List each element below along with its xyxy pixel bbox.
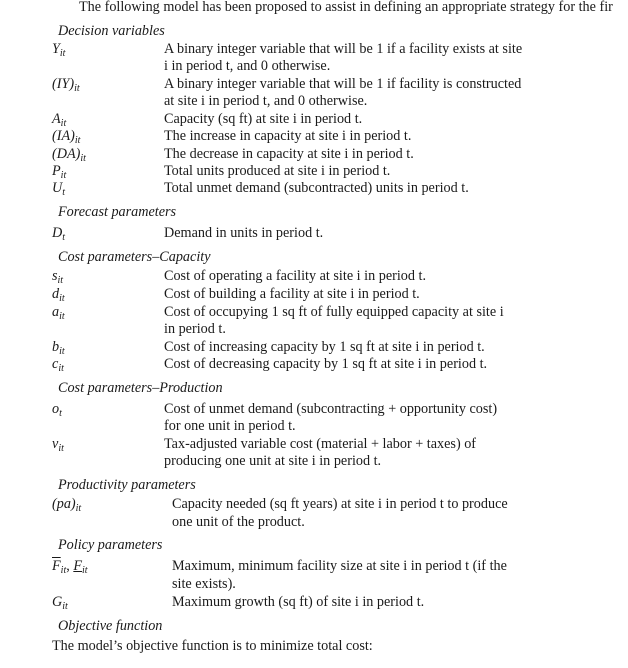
desc-v-line1: Tax-adjusted variable cost (material + labor + taxes) of bbox=[164, 436, 477, 452]
section-heading-objective: Objective function bbox=[58, 618, 163, 634]
symbol-U: $U_t$ bbox=[52, 180, 66, 198]
symbol-o: $o_t$ bbox=[52, 401, 62, 419]
desc-A: Capacity (sq ft) at site i in period t. bbox=[164, 111, 363, 127]
symbol-a: $a_{it}$ bbox=[52, 304, 65, 322]
symbol-b: $b_{it}$ bbox=[52, 339, 65, 357]
desc-v-line2: producing one unit at site i in period t. bbox=[164, 453, 382, 469]
symbol-IA: $(IA)_{it}$ bbox=[52, 128, 81, 146]
desc-s: Cost of operating a facility at site i in period t. bbox=[164, 268, 427, 284]
desc-IY-line2: at site i in period t, and 0 otherwise. bbox=[164, 93, 368, 109]
section-heading-forecast: Forecast parameters bbox=[58, 204, 177, 220]
desc-Y-line1: A binary integer variable that will be 1 if a facility exists at site bbox=[164, 41, 523, 57]
desc-a-line1: Cost of occupying 1 sq ft of fully equipped capacity at site i bbox=[164, 304, 504, 320]
symbol-Y: $Y_{it}$ bbox=[52, 41, 66, 59]
objective-text: The model’s objective function is to minimize total cost: bbox=[52, 638, 373, 654]
desc-DA: The decrease in capacity at site i in period t. bbox=[164, 146, 414, 162]
desc-IY-line1: A binary integer variable that will be 1 if facility is constructed bbox=[164, 76, 522, 92]
section-heading-policy: Policy parameters bbox=[58, 537, 163, 553]
desc-G: Maximum growth (sq ft) of site i in period t. bbox=[172, 594, 425, 610]
symbol-IY: $(IY)_{it}$ bbox=[52, 76, 80, 94]
symbol-D: $D_t$ bbox=[52, 225, 66, 243]
symbol-d: $d_{it}$ bbox=[52, 286, 65, 304]
symbol-G: $G_{it}$ bbox=[52, 594, 68, 612]
desc-a-line2: in period t. bbox=[164, 321, 226, 337]
section-heading-decision: Decision variables bbox=[58, 23, 165, 39]
desc-pa-line2: one unit of the product. bbox=[172, 514, 305, 530]
desc-F-line1: Maximum, minimum facility size at site i in period t (if the bbox=[172, 558, 507, 574]
symbol-P: $P_{it}$ bbox=[52, 163, 67, 181]
intro-text: The following model has been proposed to assist in defining an appropriate strategy for the fir bbox=[79, 0, 613, 15]
desc-U: Total unmet demand (subcontracted) units in period t. bbox=[164, 180, 469, 196]
section-heading-cost-capacity: Cost parameters–Capacity bbox=[58, 249, 211, 265]
symbol-F: $\overline{F}_{it}$, $F_{it}$ bbox=[52, 558, 88, 576]
desc-Y-line2: i in period t, and 0 otherwise. bbox=[164, 58, 331, 74]
symbol-pa: $(pa)_{it}$ bbox=[52, 496, 82, 514]
section-heading-productivity: Productivity parameters bbox=[58, 477, 196, 493]
desc-F-line2: site exists). bbox=[172, 576, 236, 592]
desc-D: Demand in units in period t. bbox=[164, 225, 324, 241]
desc-o-line1: Cost of unmet demand (subcontracting + opportunity cost) bbox=[164, 401, 498, 417]
symbol-A: $A_{it}$ bbox=[52, 111, 67, 129]
desc-o-line2: for one unit in period t. bbox=[164, 418, 296, 434]
desc-b: Cost of increasing capacity by 1 sq ft at site i in period t. bbox=[164, 339, 485, 355]
symbol-s: $s_{it}$ bbox=[52, 268, 64, 286]
symbol-c: $c_{it}$ bbox=[52, 356, 64, 374]
desc-d: Cost of building a facility at site i in period t. bbox=[164, 286, 420, 302]
desc-c: Cost of decreasing capacity by 1 sq ft at site i in period t. bbox=[164, 356, 488, 372]
symbol-DA: $(DA)_{it}$ bbox=[52, 146, 86, 164]
desc-P: Total units produced at site i in period t. bbox=[164, 163, 391, 179]
symbol-v: $v_{it}$ bbox=[52, 436, 64, 454]
desc-pa-line1: Capacity needed (sq ft years) at site i in period t to produce bbox=[172, 496, 508, 512]
section-heading-cost-production: Cost parameters–Production bbox=[58, 380, 223, 396]
desc-IA: The increase in capacity at site i in period t. bbox=[164, 128, 412, 144]
